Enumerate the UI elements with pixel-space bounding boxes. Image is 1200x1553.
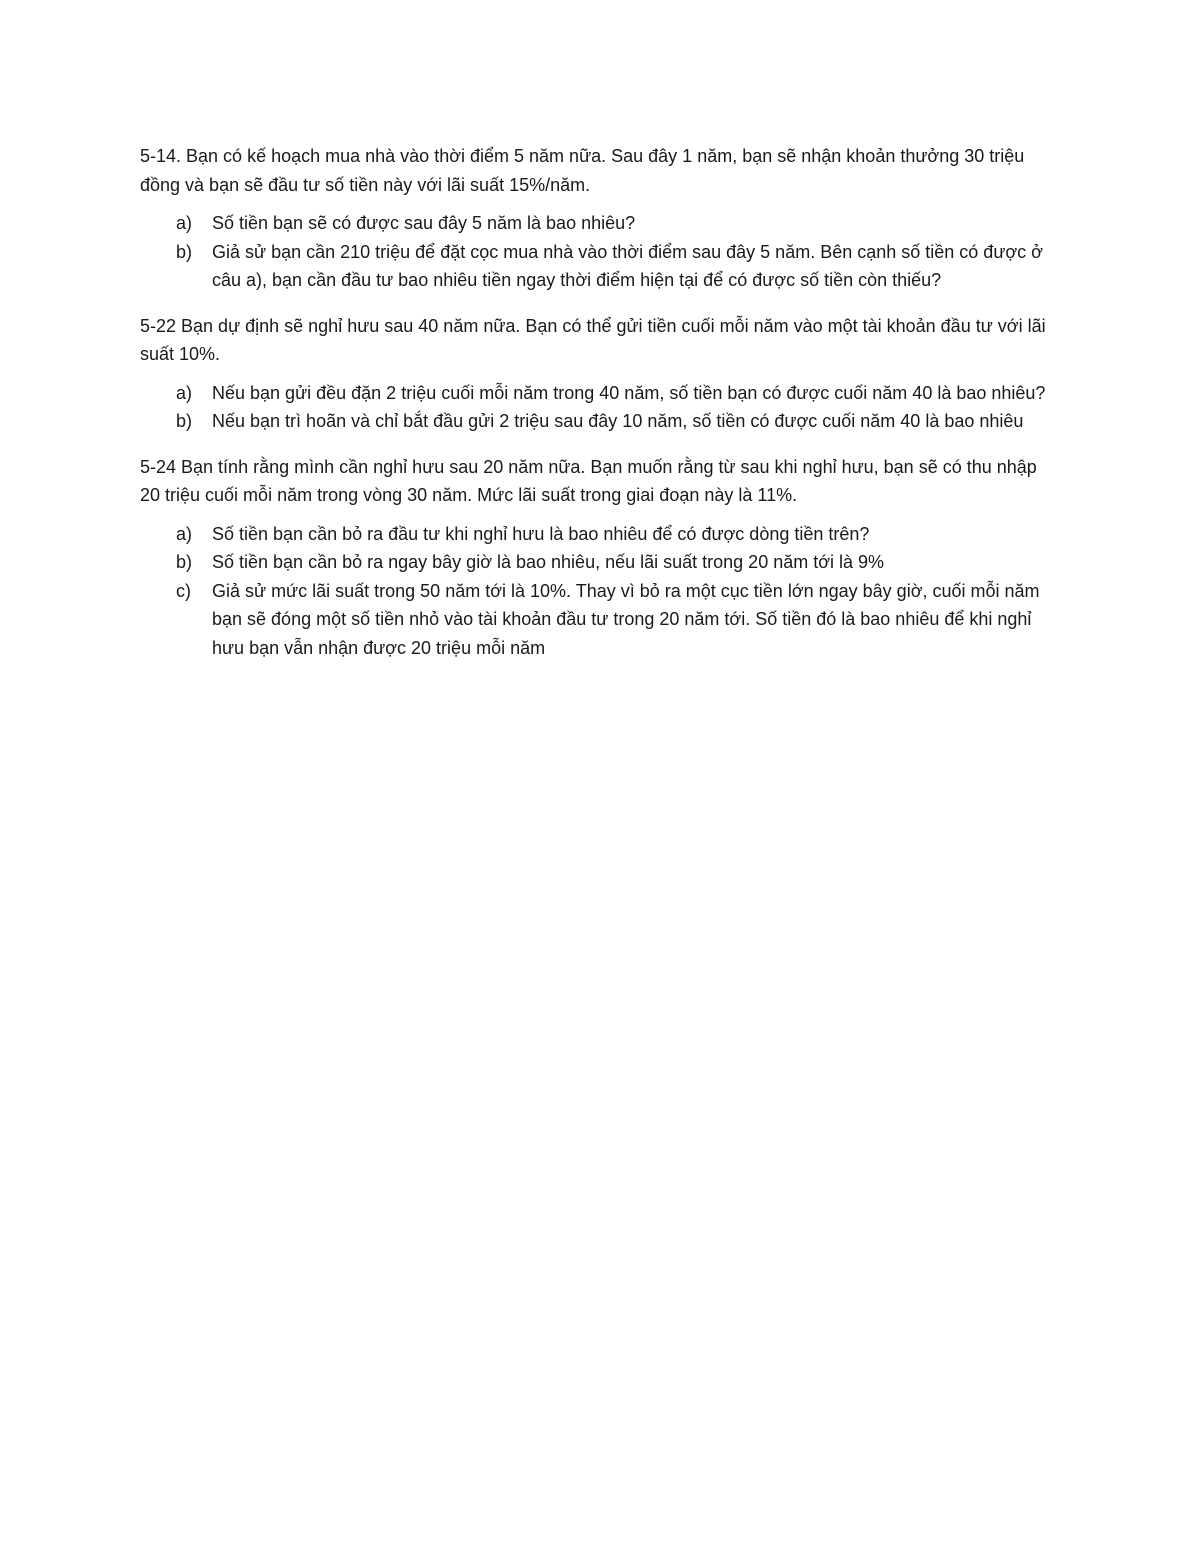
problem-5-14 [140, 142, 1060, 295]
sub-question-marker: a) [176, 382, 193, 403]
sub-question [140, 577, 1060, 663]
sub-question [140, 379, 1060, 408]
sub-question-marker: b) [176, 552, 193, 572]
sub-question-text: Nếu bạn trì hoãn và chỉ bắt đầu gửi 2 triệu sau đây 10 năm, số tiền có được cuối năm 40 là bao nhiêu [212, 411, 1024, 431]
problem-statement: 5-14. Bạn có kế hoạch mua nhà vào thời điểm 5 năm nữa. Sau đây 1 năm, bạn sẽ nhận khoản thưởng 30 triệu đồng và bạn sẽ đầu tư số tiền này với lãi suất 15%/năm. [140, 146, 1025, 195]
sub-question [140, 407, 1060, 436]
problem-5-24 [140, 453, 1060, 663]
problem-5-22 [140, 312, 1060, 436]
sub-question-text: Số tiền bạn cần bỏ ra ngay bây giờ là bao nhiêu, nếu lãi suất trong 20 năm tới là 9% [212, 552, 885, 572]
sub-question [140, 548, 1060, 577]
sub-question-text: Nếu bạn gửi đều đặn 2 triệu cuối mỗi năm trong 40 năm, số tiền bạn có được cuối năm 40 là bao nhiêu? [212, 382, 1046, 403]
sub-question-text: Giả sử bạn cần 210 triệu để đặt cọc mua nhà vào thời điểm sau đây 5 năm. Bên cạnh số tiền có được ở câu a), bạn cần đầu tư bao nhiêu tiền ngay thời điểm hiện tại để có được số tiền còn thiếu? [212, 241, 1043, 290]
sub-question [140, 520, 1060, 549]
sub-question-text: Giả sử mức lãi suất trong 50 năm tới là 10%. Thay vì bỏ ra một cục tiền lớn ngay bây giờ, cuối mỗi năm bạn sẽ đóng một số tiền nhỏ vào tài khoản đầu tư trong 20 năm tới. Số tiền đó là bao nhiêu để khi nghỉ hưu bạn vẫn nhận được 20 triệu mỗi năm [212, 580, 1040, 658]
document-body [140, 142, 1060, 679]
sub-question-list [140, 209, 1060, 295]
sub-question-list [140, 379, 1060, 436]
sub-question-marker: a) [176, 213, 193, 233]
problem-statement: 5-22 Bạn dự định sẽ nghỉ hưu sau 40 năm nữa. Bạn có thể gửi tiền cuối mỗi năm vào một tài khoản đầu tư với lãi suất 10%. [140, 315, 1046, 364]
problem-statement: 5-24 Bạn tính rằng mình cần nghỉ hưu sau 20 năm nữa. Bạn muốn rằng từ sau khi nghỉ hưu, bạn sẽ có thu nhập 20 triệu cuối mỗi năm trong vòng 30 năm. Mức lãi suất trong giai đoạn này là 11%. [140, 456, 1037, 505]
sub-question-text: Số tiền bạn cần bỏ ra đầu tư khi nghỉ hưu là bao nhiêu để có được dòng tiền trên? [212, 523, 870, 544]
sub-question [140, 209, 1060, 238]
sub-question-list [140, 520, 1060, 663]
sub-question-text: Số tiền bạn sẽ có được sau đây 5 năm là bao nhiêu? [212, 213, 636, 233]
sub-question-marker: a) [176, 523, 193, 544]
sub-question-marker: b) [176, 411, 193, 431]
sub-question-marker: b) [176, 241, 193, 262]
sub-question [140, 238, 1060, 295]
sub-question-marker: c) [176, 580, 191, 601]
